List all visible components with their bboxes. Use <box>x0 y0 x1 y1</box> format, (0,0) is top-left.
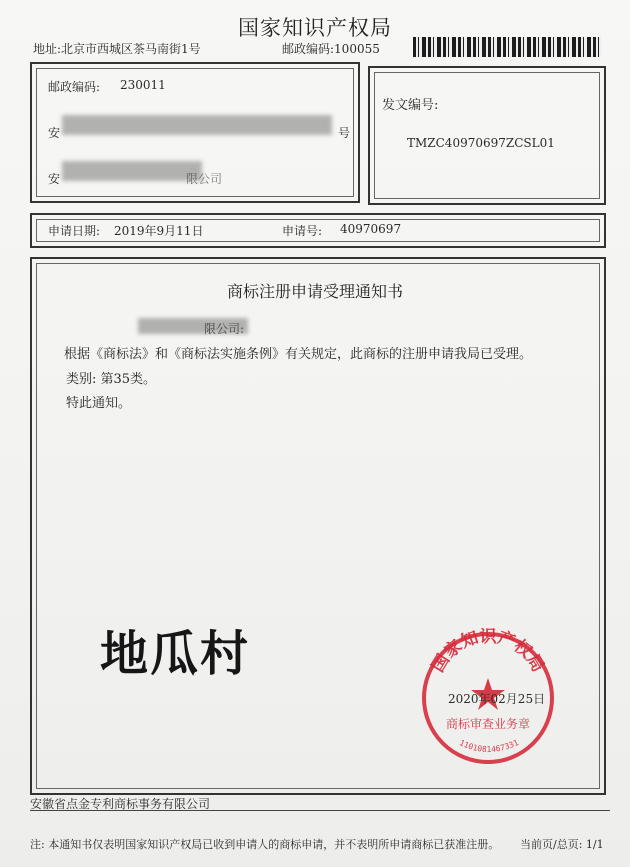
office-address: 地址:北京市西城区茶马南街1号 <box>33 42 201 56</box>
page-indicator: 当前页/总页: 1/1 <box>520 838 604 851</box>
trademark-text: 地瓜村 <box>100 626 251 682</box>
recipient-postcode-value: 230011 <box>120 78 166 92</box>
seal-bottom-text: 商标审查业务章 <box>445 717 531 731</box>
agent-name: 安徽省点金专利商标事务有限公司 <box>30 797 211 811</box>
recipient-postcode-label: 邮政编码: <box>48 80 101 94</box>
barcode <box>413 37 601 57</box>
notice-closing-line: 特此通知。 <box>66 396 132 411</box>
office-postcode: 邮政编码:100055 <box>282 42 380 56</box>
redacted-company <box>62 161 202 181</box>
application-date-label: 申请日期: <box>48 224 101 238</box>
application-number-value: 40970697 <box>340 222 402 236</box>
footer-divider <box>30 810 610 811</box>
seal-date: 2020年02月25日 <box>448 692 546 706</box>
issuing-office-title: 国家知识产权局 <box>238 16 392 40</box>
doc-number-value: TMZC40970697ZCSL01 <box>407 136 555 150</box>
recipient-company-start: 安 <box>48 172 61 186</box>
notice-class-line: 类别: 第35类。 <box>66 372 157 387</box>
recipient-address-start: 安 <box>48 126 61 140</box>
doc-number-label: 发文编号: <box>382 98 439 113</box>
redacted-address <box>62 115 332 135</box>
seal-top-text: 国家知识产权局 <box>428 628 548 676</box>
application-date-value: 2019年9月11日 <box>114 224 204 238</box>
seal-code: 1101081467331 <box>457 738 520 755</box>
recipient-company-tail: 限公司 <box>186 172 223 186</box>
addressee-tail: 限公司: <box>204 322 245 336</box>
notice-title: 商标注册申请受理通知书 <box>226 282 403 301</box>
recipient-address-end: 号 <box>338 126 351 140</box>
application-number-label: 申请号: <box>282 224 323 238</box>
footer-note: 注: 本通知书仅表明国家知识产权局已收到申请人的商标申请，并不表明所申请商标已获准注册。 <box>30 838 500 851</box>
notice-body-line: 根据《商标法》和《商标法实施条例》有关规定，此商标的注册申请我局已受理。 <box>64 347 533 362</box>
